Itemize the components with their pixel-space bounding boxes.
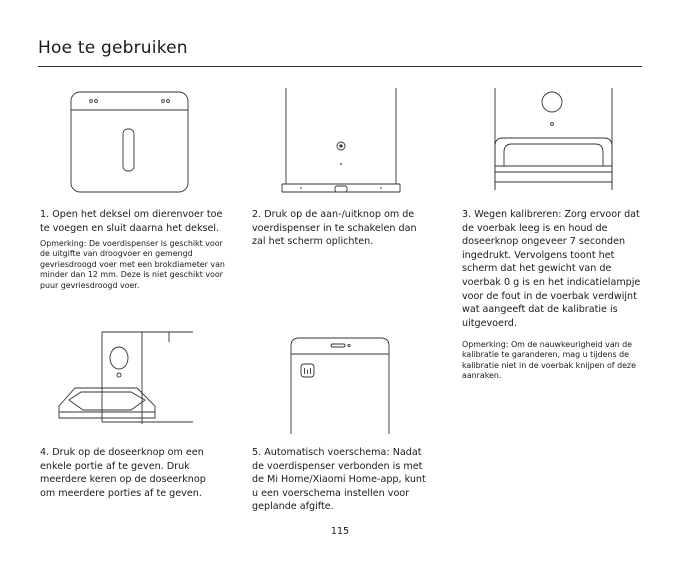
illustration-open-lid xyxy=(65,86,195,196)
step-3-note: Opmerking: Om de nauwkeurigheid van de kalibratie te garanderen, mag u tijdens de kalibratie niet in de voerbak knijpen of deze aanraken. xyxy=(462,340,636,381)
title-divider xyxy=(38,66,642,67)
page-title: Hoe te gebruiken xyxy=(38,38,188,58)
step-5-text: 5. Automatisch voerschema: Nadat de voerdispenser verbonden is met de Mi Home/Xiaomi Home-app, kunt u een voerschema instellen voor geplande afgifte. xyxy=(252,447,426,513)
step-2-text: 2. Druk op de aan-/uitknop om de voerdispenser in te schakelen dan zal het scherm oplichten. xyxy=(252,209,417,248)
page-number: 115 xyxy=(330,526,350,537)
step-1-text: 1. Open het deksel om dierenvoer toe te voegen en sluit daarna het deksel. xyxy=(40,209,223,234)
illustration-dispense-button xyxy=(45,330,195,430)
illustration-power-button xyxy=(278,86,408,196)
step-3-text: 3. Wegen kalibreren: Zorg ervoor dat de voerbak leeg is en houd de doseerknop ongeveer 7 seconden ingedrukt. Vervolgens toont het scherm dat het gewicht van de voerbak 0 g is en het indicatielampje voor de fout in de voerbak verdwijnt wat aangeeft dat de kalibratie is uitgevoerd. xyxy=(462,209,641,329)
step-1-note: Opmerking: De voerdispenser is geschikt voor de uitgifte van droogvoer en gemengd gevriesdroogd voer met een brokdiameter van minder dan 12 mm. Deze is niet geschikt voor puur gevriesdroogd voer. xyxy=(40,239,225,290)
illustration-weigh-calibration xyxy=(490,86,620,196)
step-4-text: 4. Druk op de doseerknop om een enkele portie af te geven. Druk meerdere keren op de doseerknop om meerdere porties af te geven. xyxy=(40,447,206,499)
illustration-phone-app xyxy=(285,334,395,434)
